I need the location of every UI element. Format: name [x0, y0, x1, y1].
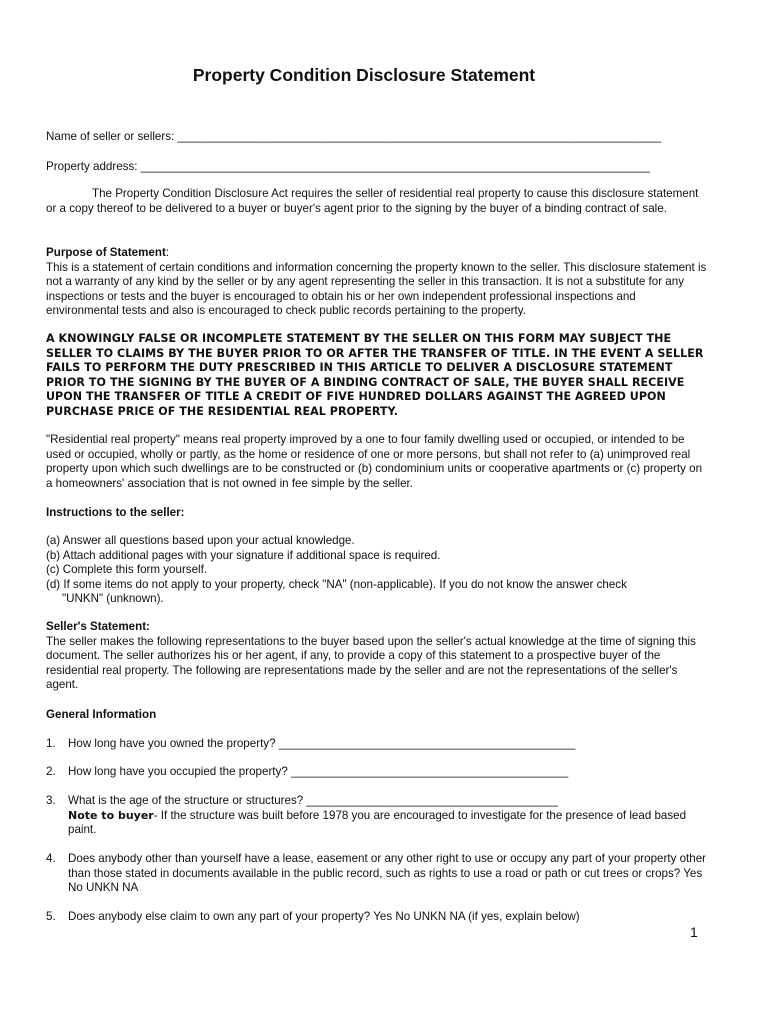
question-number: 1. [46, 737, 56, 750]
question-text: How long have you owned the property? ______________________________________________ [68, 737, 576, 750]
seller-name-field: Name of seller or sellers: ___________________________________________________________________________ [46, 130, 662, 143]
note-to-buyer-text: - If the structure was built before 1978 you are encouraged to investigate for the presence of lead based paint. [68, 808, 687, 837]
warning-paragraph: A KNOWINGLY FALSE OR INCOMPLETE STATEMENT BY THE SELLER ON THIS FORM MAY SUBJECT THE SELLER TO CLAIMS BY THE BUYER PRIOR TO OR AFTER THE TRANSFER OF TITLE. IN THE EVENT A SELLER FAILS TO PERFORM THE DUTY PRESCRIBED IN THIS ARTICLE TO DELIVER A DISCLOSURE STATEMENT PRIOR TO THE SIGNING BY THE BUYER OF A BINDING CONTRACT OF SALE, THE BUYER SHALL RECEIVE UPON THE TRANSFER OF TITLE A CREDIT OF FIVE HUNDRED DOLLARS AGAINST THE AGREED UPON PURCHASE PRICE OF THE RESIDENTIAL REAL PROPERTY. [46, 332, 704, 418]
purpose-heading: Purpose of Statement [46, 246, 166, 259]
general-information-heading: General Information [46, 708, 157, 721]
instruction-item: (b) Attach additional pages with your signature if additional space is required. [46, 548, 441, 562]
question-number: 3. [46, 794, 56, 807]
purpose-heading-colon: : [165, 246, 170, 259]
question-number: 4. [46, 852, 56, 865]
purpose-body: This is a statement of certain conditions and information concerning the property known to the seller. This disclosure statement is not a warranty of any kind by the seller or by any agent representing the seller in this transaction. It is not a substitute for any inspections or tests and the buyer is encouraged to obtain his or her own independent professional inspections and environmental tests and also is encouraged to check public records pertaining to the property. [46, 260, 707, 318]
sellers-statement-body: The seller makes the following representations to the buyer based upon the seller's actual knowledge at the time of signing this document. The seller authorizes his or her agent, if any, to provide a copy of this statement to a prospective buyer of the residential real property. The following are representations made by the seller and are not the representations of the seller's agent. [46, 634, 696, 692]
document-title: Property Condition Disclosure Statement [192, 65, 536, 85]
question-text: Does anybody other than yourself have a lease, easement or any other right to use or occupy any part of your property other than those stated in documents available in the public record, such as rights to use a road or path or cut trees or crops? Yes No UNKN NA [68, 852, 707, 895]
instructions-list [46, 534, 708, 607]
instruction-item: (c) Complete this form yourself. [46, 563, 208, 577]
sellers-statement-heading: Seller's Statement: [46, 620, 150, 633]
property-address-field: Property address: _______________________________________________________________________________ [46, 160, 651, 173]
page-number: 1 [690, 924, 698, 940]
purpose-section [46, 246, 708, 319]
question-number: 2. [46, 765, 56, 778]
question-number: 5. [46, 910, 56, 923]
note-to-buyer-label: Note to buyer [68, 808, 154, 822]
instruction-item: (d) If some items do not apply to your property, check "NA" (non-applicable). If you do not know the answer check [46, 577, 627, 591]
question-3-block [68, 794, 708, 838]
question-text: Does anybody else claim to own any part of your property? Yes No UNKN NA (if yes, explain below) [68, 910, 580, 923]
intro-paragraph: The Property Condition Disclosure Act requires the seller of residential real property to cause this disclosure statement or a copy thereof to be delivered to a buyer or buyer's agent prior to the signing by the buyer of a binding contract of sale. [46, 187, 699, 215]
sellers-statement-section [46, 620, 708, 693]
instruction-item-continuation: "UNKN" (unknown). [62, 592, 164, 606]
purpose-heading-line [46, 246, 708, 261]
question-text: What is the age of the structure or structures? _______________________________________ [68, 794, 558, 807]
instruction-item: (a) Answer all questions based upon your actual knowledge. [46, 534, 355, 547]
instructions-heading: Instructions to the seller: [46, 506, 185, 519]
definition-paragraph: "Residential real property" means real property improved by a one to four family dwelling used or occupied, or intended to be used or occupied, wholly or partly, as the home or residence of one or more persons, but shall not refer to (a) unimproved real property upon which such dwellings are to be constructed or (b) condominium units or cooperative apartments or (c) property on a homeowners' association that is not owned in fee simple by the seller. [46, 433, 703, 490]
question-text: How long have you occupied the property? ___________________________________________ [68, 765, 569, 778]
note-to-buyer [68, 809, 708, 838]
